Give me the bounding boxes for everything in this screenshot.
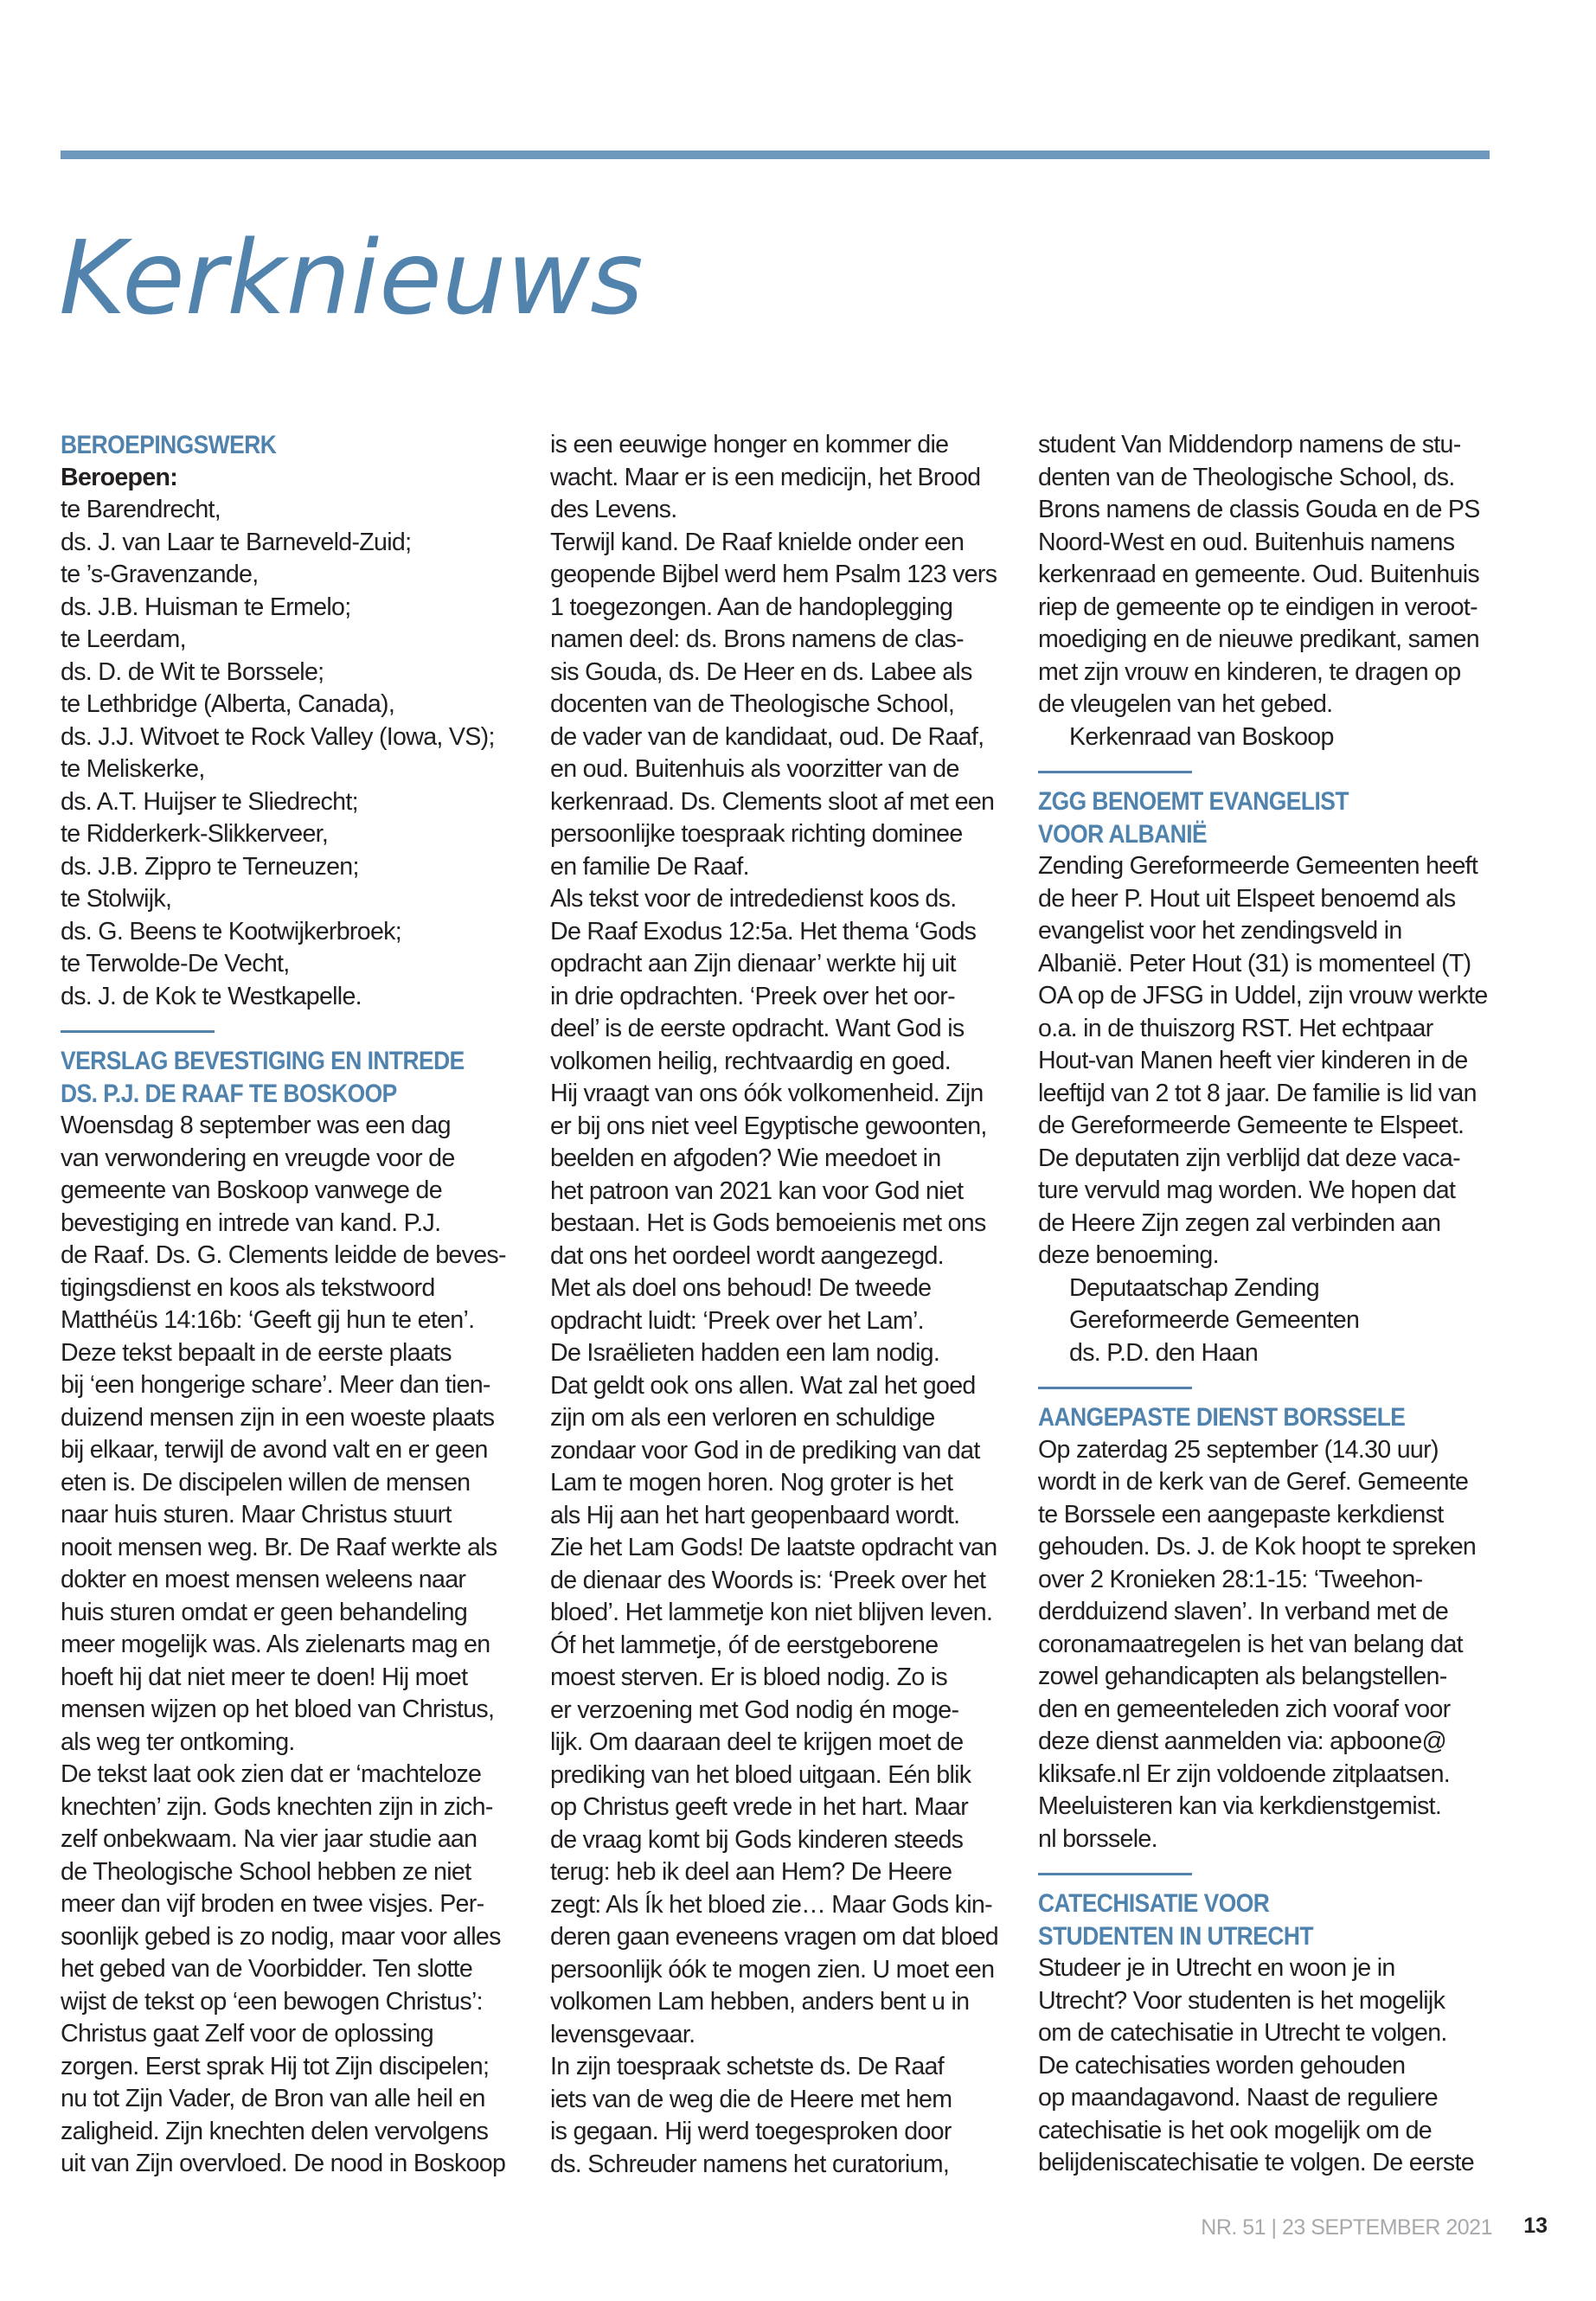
body-line: persoonlijk óók te mogen zien. U moet een: [550, 1955, 995, 1984]
section-divider: [1038, 1387, 1192, 1389]
body-line: nooit mensen weg. Br. De Raaf werkte als: [61, 1533, 497, 1561]
body-line: Deze tekst bepaalt in de eerste plaats: [61, 1338, 452, 1367]
body-line: denten van de Theologische School, ds.: [1038, 463, 1455, 491]
body-line: docenten van de Theologische School,: [550, 690, 955, 718]
body-line: te Meliskerke,: [61, 755, 205, 783]
body-line: te Borssele een aangepaste kerkdienst: [1038, 1500, 1444, 1529]
body-line: kerkenraad. Ds. Clements sloot af met een: [550, 787, 995, 816]
body-line: het gebed van de Voorbidder. Ten slotte: [61, 1955, 473, 1983]
body-line: ds. G. Beens te Kootwijkerbroek;: [61, 917, 401, 945]
body-line: ds. J.J. Witvoet te Rock Valley (Iowa, VS);: [61, 722, 495, 751]
body-line: Als tekst voor de intrededienst koos ds.: [550, 885, 957, 913]
section-heading-verslag-line2: DS. P.J. DE RAAF TE BOSKOOP: [61, 1079, 397, 1108]
body-line: coronamaatregelen is het van belang dat: [1038, 1630, 1463, 1658]
verslag-body-part3: [1038, 429, 1493, 753]
body-line: te Barendrecht,: [61, 496, 221, 523]
body-line: en familie De Raaf.: [550, 852, 749, 881]
body-line: bestaan. Het is Gods bemoeienis met ons: [550, 1209, 986, 1237]
body-line: ds. J. de Kok te Westkapelle.: [61, 982, 362, 1010]
body-line: te Terwolde-De Vecht,: [61, 950, 290, 977]
body-line: Met als doel ons behoud! De tweede: [550, 1274, 932, 1302]
body-line: bij elkaar, terwijl de avond valt en er geen: [61, 1436, 488, 1464]
body-line: Zie het Lam Gods! De laatste opdracht van: [550, 1534, 997, 1561]
body-line: 1 toegezongen. Aan de handoplegging: [550, 593, 953, 621]
section-heading-beroepingswerk: BEROEPINGSWERK: [61, 431, 277, 459]
body-line: leeftijd van 2 tot 8 jaar. De familie is lid van: [1038, 1079, 1477, 1107]
body-line: de Heere Zijn zegen zal verbinden aan: [1038, 1208, 1441, 1237]
body-line: De Raaf Exodus 12:5a. Het thema ‘Gods: [550, 917, 977, 945]
body-line: student Van Middendorp namens de stu-: [1038, 431, 1461, 458]
body-line: dat ons het oordeel wordt aangezegd.: [550, 1241, 944, 1270]
body-line: De deputaten zijn verblijd dat deze vaca-: [1038, 1144, 1460, 1172]
body-line: moediging en de nieuwe predikant, samen: [1038, 625, 1479, 653]
body-line: OA op de JFSG in Uddel, zijn vrouw werkte: [1038, 982, 1488, 1009]
body-line: gemeente van Boskoop vanwege de: [61, 1176, 442, 1204]
section-heading-catechisatie-line2: STUDENTEN IN UTRECHT: [1038, 1921, 1313, 1951]
beroepingswerk-list: [61, 494, 516, 1013]
body-line: deren gaan eveneens vragen om dat bloed: [550, 1923, 998, 1951]
verslag-body-part1: [61, 1110, 516, 2181]
body-line: meer dan vijf broden en twee visjes. Per-: [61, 1890, 484, 1918]
borssele-body: [1038, 1434, 1493, 1856]
page-number: 13: [1523, 2214, 1548, 2238]
body-line: te Stolwijk,: [61, 885, 172, 913]
body-line: persoonlijke toespraak richting dominee: [550, 820, 963, 848]
column-2: [550, 429, 1005, 2181]
body-line: op Christus geeft vrede in het hart. Maar: [550, 1793, 969, 1821]
body-line: hoeft hij dat niet meer te doen! Hij moet: [61, 1663, 468, 1691]
top-divider: [61, 151, 1490, 159]
body-line: namen deel: ds. Brons namens de clas-: [550, 625, 964, 653]
section-heading-catechisatie: CATECHISATIE VOOR: [1038, 1889, 1270, 1918]
body-line: derdduizend slaven’. In verband met de: [1038, 1598, 1449, 1625]
body-line: Terwijl kand. De Raaf knielde onder een: [550, 528, 965, 556]
body-line: ds. J.B. Huisman te Ermelo;: [61, 593, 351, 621]
body-line: zowel gehandicapten als belangstellen-: [1038, 1663, 1447, 1690]
body-line: dokter en moest mensen weleens naar: [61, 1566, 466, 1593]
body-line: soonlijk gebed is zo nodig, maar voor alles: [61, 1922, 501, 1951]
body-line: op maandagavond. Naast de reguliere: [1038, 2084, 1438, 2112]
body-line: de Gereformeerde Gemeente te Elspeet.: [1038, 1112, 1465, 1139]
body-line: Lam te mogen horen. Nog groter is het: [550, 1469, 953, 1497]
section-divider: [61, 1030, 215, 1033]
body-line: Woensdag 8 september was een dag: [61, 1112, 451, 1139]
body-line: volkomen Lam hebben, anders bent u in: [550, 1988, 970, 2016]
body-line: te ’s-Gravenzande,: [61, 561, 259, 588]
signature-line: Deputaatschap Zending: [1069, 1273, 1319, 1302]
body-line: riep de gemeente op te eindigen in veroot-: [1038, 593, 1477, 621]
body-line: bij ‘een hongerige schare’. Meer dan tien-: [61, 1371, 490, 1399]
body-line: kerkenraad en gemeente. Oud. Buitenhuis: [1038, 561, 1479, 588]
body-line: wordt in de kerk van de Geref. Gemeente: [1038, 1468, 1469, 1496]
body-line: de Raaf. Ds. G. Clements leidde de beves-: [61, 1241, 506, 1269]
body-line: Hout-van Manen heeft vier kinderen in de: [1038, 1047, 1468, 1074]
body-line: de vleugelen van het gebed.: [1038, 690, 1333, 718]
body-line: De tekst laat ook zien dat er ‘machteloze: [61, 1760, 482, 1788]
body-line: ds. D. de Wit te Borssele;: [61, 657, 324, 686]
body-line: bevestiging en intrede van kand. P.J.: [61, 1208, 441, 1237]
body-line: is een eeuwige honger en kommer die: [550, 431, 949, 458]
body-line: tigingsdienst en koos als tekstwoord: [61, 1273, 435, 1302]
body-line: zorgen. Eerst sprak Hij tot Zijn discipelen;: [61, 2052, 490, 2080]
body-line: zegt: Als Ík het bloed zie… Maar Gods kin-: [550, 1890, 992, 1919]
signature-line: ds. P.D. den Haan: [1069, 1338, 1259, 1367]
body-line: moest sterven. Er is bloed nodig. Zo is: [550, 1663, 948, 1691]
body-line: Christus gaat Zelf voor de oplossing: [61, 2020, 433, 2048]
body-line: de dienaar des Woords is: ‘Preek over het: [550, 1566, 986, 1594]
body-line: Zending Gereformeerde Gemeenten heeft: [1038, 852, 1478, 880]
body-line: de heer P. Hout uit Elspeet benoemd als: [1038, 884, 1456, 913]
body-line: er bij ons niet veel Egyptische gewoonten,: [550, 1112, 987, 1140]
section-heading-zgg-line2: VOOR ALBANIË: [1038, 819, 1208, 849]
body-line: zijn om als een verloren en schuldige: [550, 1404, 935, 1432]
body-line: duizend mensen zijn in een woeste plaats: [61, 1403, 495, 1432]
body-line: Albanië. Peter Hout (31) is momenteel (T): [1038, 949, 1471, 977]
body-line: van verwondering en vreugde voor de: [61, 1144, 455, 1172]
body-line: den en gemeenteleden zich vooraf voor: [1038, 1695, 1451, 1723]
body-line: Studeer je in Utrecht en woon je in: [1038, 1954, 1395, 1982]
section-heading-verslag: VERSLAG BEVESTIGING EN INTREDE: [61, 1047, 465, 1075]
column-3: [1038, 429, 1493, 2180]
body-line: eten is. De discipelen willen de mensen: [61, 1468, 471, 1497]
section-heading-zgg: ZGG BENOEMT EVANGELIST: [1038, 787, 1349, 816]
body-line: gehouden. Ds. J. de Kok hoopt te spreken: [1038, 1533, 1477, 1561]
body-line: deze dienst aanmelden via: apboone@: [1038, 1727, 1446, 1755]
body-line: het patroon van 2021 kan voor God niet: [550, 1176, 964, 1205]
body-line: ture vervuld mag worden. We hopen dat: [1038, 1176, 1456, 1204]
section-divider: [1038, 1873, 1192, 1875]
catechisatie-body: [1038, 1952, 1493, 2180]
body-line: Noord-West en oud. Buitenhuis namens: [1038, 528, 1455, 556]
body-line: te Leerdam,: [61, 625, 186, 653]
issue-info: NR. 51 | 23 SEPTEMBER 2021: [1201, 2215, 1492, 2240]
body-line: en oud. Buitenhuis als voorzitter van de: [550, 755, 959, 783]
column-1: [61, 429, 516, 2181]
body-line: Óf het lammetje, óf de eerstgeborene: [550, 1631, 939, 1659]
body-line: deze benoeming.: [1038, 1241, 1219, 1269]
section-divider: [1038, 771, 1192, 773]
body-line: Dat geldt ook ons allen. Wat zal het goed: [550, 1371, 976, 1400]
body-line: wijst de tekst op ‘een bewogen Christus’:: [61, 1987, 483, 2016]
body-line: deel’ is de eerste opdracht. Want God is: [550, 1015, 965, 1042]
body-line: terug: heb ik deel aan Hem? De Heere: [550, 1858, 952, 1886]
body-line: over 2 Kronieken 28:1-15: ‘Tweehon-: [1038, 1565, 1423, 1593]
body-line: opdracht luidt: ‘Preek over het Lam’.: [550, 1306, 924, 1335]
body-line: opdracht aan Zijn dienaar’ werkte hij uit: [550, 950, 956, 977]
body-line: Utrecht? Voor studenten is het mogelijk: [1038, 1986, 1445, 2015]
body-line: als weg ter ontkoming.: [61, 1727, 295, 1756]
body-line: nu tot Zijn Vader, de Bron van alle heil en: [61, 2085, 485, 2112]
body-line: volkomen heilig, rechtvaardig en goed.: [550, 1047, 951, 1075]
signature-line: Gereformeerde Gemeenten: [1069, 1306, 1360, 1334]
body-line: belijdeniscatechisatie te volgen. De eerste: [1038, 2149, 1474, 2176]
body-line: de vraag komt bij Gods kinderen steeds: [550, 1825, 964, 1854]
body-line: de vader van de kandidaat, oud. De Raaf,: [550, 722, 984, 751]
body-line: wacht. Maar er is een medicijn, het Brood: [550, 463, 981, 491]
body-line: geopende Bijbel werd hem Psalm 123 vers: [550, 561, 997, 588]
body-line: er verzoening met God nodig én moge-: [550, 1695, 959, 1724]
body-line: meer mogelijk was. Als zielenarts mag en: [61, 1631, 490, 1658]
body-line: uit van Zijn overvloed. De nood in Boskoop: [61, 2150, 506, 2177]
body-line: ds. A.T. Huijser te Sliedrecht;: [61, 787, 358, 816]
body-line: in drie opdrachten. ‘Preek over het oor-: [550, 982, 955, 1010]
body-line: levensgevaar.: [550, 2020, 695, 2048]
body-line: catechisatie is het ook mogelijk om de: [1038, 2116, 1432, 2144]
body-line: te Lethbridge (Alberta, Canada),: [61, 690, 395, 718]
body-line: prediking van het bloed uitgaan. Eén blik: [550, 1760, 971, 1789]
body-line: zaligheid. Zijn knechten delen vervolgens: [61, 2117, 489, 2145]
body-line: naar huis sturen. Maar Christus stuurt: [61, 1501, 452, 1529]
body-line: ds. Schreuder namens het curatorium,: [550, 2150, 950, 2178]
body-line: is gegaan. Hij werd toegesproken door: [550, 2118, 952, 2145]
body-line: lijk. Om daaraan deel te krijgen moet de: [550, 1728, 964, 1756]
body-line: bloed’. Het lammetje kon niet blijven leven.: [550, 1599, 993, 1626]
body-line: Matthéüs 14:16b: ‘Geeft gij hun te eten’.: [61, 1306, 475, 1334]
body-line: zelf onbekwaam. Na vier jaar studie aan: [61, 1825, 478, 1853]
body-line: De catechisaties worden gehouden: [1038, 2051, 1406, 2080]
body-line: iets van de weg die de Heere met hem: [550, 2085, 952, 2113]
signature-line: Kerkenraad van Boskoop: [1069, 722, 1334, 751]
body-line: als Hij aan het hart geopenbaard wordt.: [550, 1501, 960, 1529]
body-line: Hij vraagt van ons óók volkomenheid. Zijn: [550, 1080, 984, 1107]
body-line: De Israëlieten hadden een lam nodig.: [550, 1339, 940, 1367]
body-line: nl borssele.: [1038, 1824, 1157, 1853]
body-line: Op zaterdag 25 september (14.30 uur): [1038, 1435, 1439, 1464]
body-line: sis Gouda, ds. De Heer en ds. Labee als: [550, 657, 972, 686]
zgg-body: [1038, 850, 1493, 1369]
body-line: evangelist voor het zendingsveld in: [1038, 917, 1402, 945]
body-line: des Levens.: [550, 496, 677, 523]
body-line: kliksafe.nl Er zijn voldoende zitplaatsen.: [1038, 1759, 1451, 1788]
section-heading-borssele: AANGEPASTE DIENST BORSSELE: [1038, 1403, 1406, 1432]
body-line: o.a. in de thuiszorg RST. Het echtpaar: [1038, 1014, 1433, 1042]
verslag-body-part2: [550, 429, 1005, 2181]
body-line: ds. J. van Laar te Barneveld-Zuid;: [61, 528, 412, 556]
body-line: In zijn toespraak schetste ds. De Raaf: [550, 2053, 944, 2080]
body-line: beelden en afgoden? Wie meedoet in: [550, 1144, 941, 1172]
body-line: zondaar voor God in de prediking van dat: [550, 1436, 980, 1465]
body-line: mensen wijzen op het bloed van Christus,: [61, 1695, 495, 1723]
body-line: te Ridderkerk-Slikkerveer,: [61, 820, 329, 848]
page-title: Kerknieuws: [59, 218, 644, 337]
subheading-beroepen: Beroepen:: [61, 463, 178, 491]
body-line: ds. J.B. Zippro te Terneuzen;: [61, 852, 359, 881]
body-line: Meeluisteren kan via kerkdienstgemist.: [1038, 1792, 1442, 1820]
body-line: knechten’ zijn. Gods knechten zijn in zich-: [61, 1792, 493, 1821]
body-line: de Theologische School hebben ze niet: [61, 1857, 471, 1886]
body-line: met zijn vrouw en kinderen, te dragen op: [1038, 657, 1461, 686]
body-line: huis sturen omdat er geen behandeling: [61, 1598, 468, 1626]
body-line: om de catechisatie in Utrecht te volgen.: [1038, 2019, 1447, 2047]
body-line: Brons namens de classis Gouda en de PS: [1038, 496, 1480, 523]
